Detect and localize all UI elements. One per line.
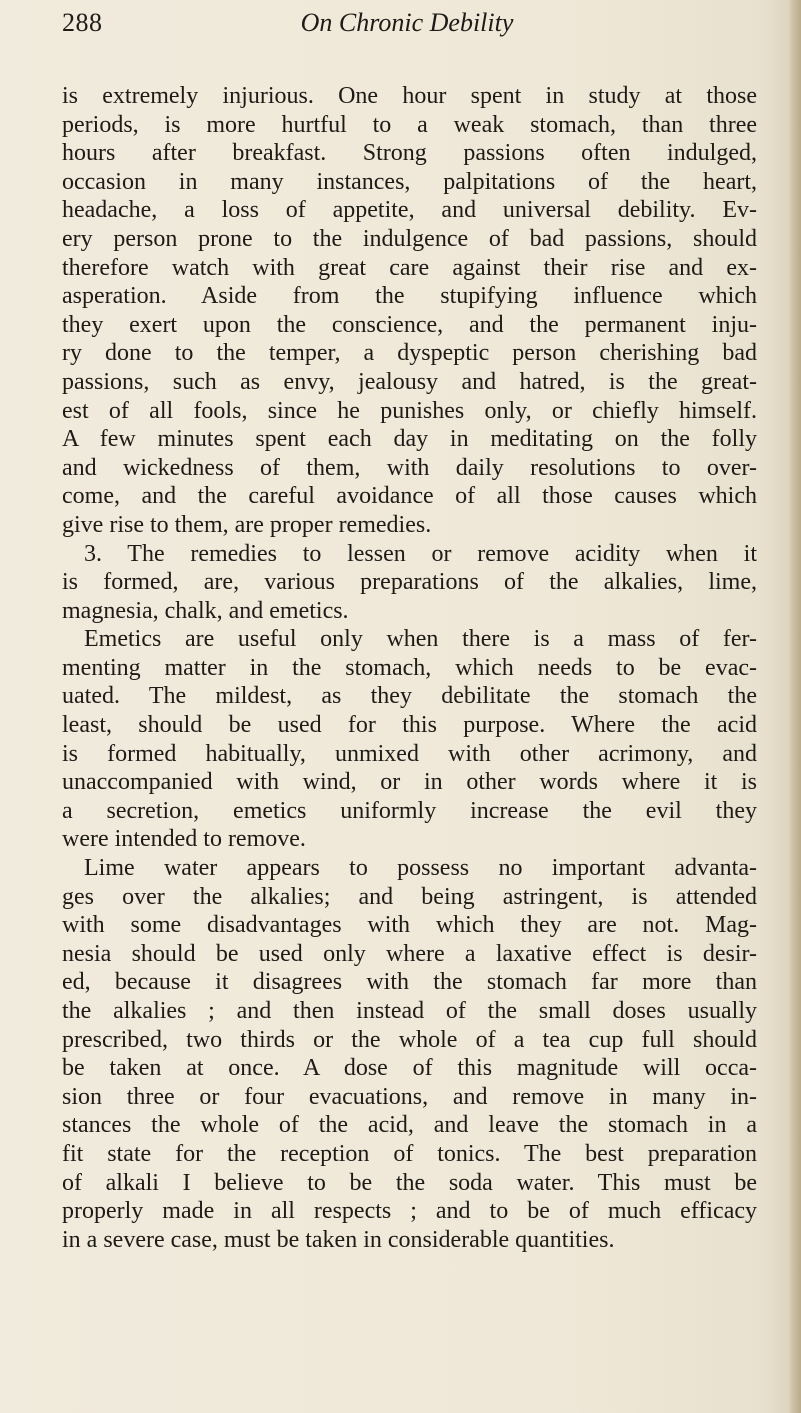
text-line: ry done to the temper, a dyspeptic person cherishing bad — [62, 340, 757, 367]
text-line: in a severe case, must be taken in considerable quantities. — [62, 1226, 615, 1253]
text-line: A few minutes spent each day in meditating on the folly — [62, 426, 757, 453]
text-line: properly made in all respects ; and to be of much efficacy — [62, 1198, 757, 1225]
text-line: menting matter in the stomach, which needs to be evac- — [62, 654, 757, 681]
text-line: is formed habitually, unmixed with other acrimony, and — [62, 740, 757, 767]
text-line: give rise to them, are proper remedies. — [62, 511, 432, 538]
text-line: fit state for the reception of tonics. The best preparation — [62, 1140, 757, 1167]
text-line: magnesia, chalk, and emetics. — [62, 597, 349, 624]
text-line: nesia should be used only where a laxative effect is desir- — [62, 940, 757, 967]
text-line: a secretion, emetics uniformly increase the evil they — [62, 797, 757, 824]
text-line: prescribed, two thirds or the whole of a tea cup full should — [62, 1026, 757, 1053]
text-line: asperation. Aside from the stupifying influence which — [62, 283, 757, 310]
page-edge — [787, 0, 801, 1413]
text-line: stances the whole of the acid, and leave the stomach in a — [62, 1112, 757, 1139]
text-line: least, should be used for this purpose. Where the acid — [62, 712, 757, 739]
text-line: Lime water appears to possess no important advanta- — [84, 855, 757, 882]
text-line: sion three or four evacuations, and remove in many in- — [62, 1083, 757, 1110]
text-line: passions, such as envy, jealousy and hatred, is the great- — [62, 368, 757, 395]
text-line: unaccompanied with wind, or in other words where it is — [62, 769, 757, 796]
page-number: 288 — [62, 8, 103, 37]
text-line: headache, a loss of appetite, and universal debility. Ev- — [62, 197, 757, 224]
text-line: uated. The mildest, as they debilitate the stomach the — [62, 683, 757, 710]
text-line: therefore watch with great care against their rise and ex- — [62, 254, 757, 281]
text-line: ed, because it disagrees with the stomach far more than — [62, 969, 757, 996]
text-line: with some disadvantages with which they are not. Mag- — [62, 912, 757, 939]
text-line: occasion in many instances, palpitations of the heart, — [62, 168, 757, 195]
text-line: is extremely injurious. One hour spent in study at those — [62, 83, 757, 109]
text-line: hours after breakfast. Strong passions often indulged, — [62, 140, 757, 167]
text-line: and wickedness of them, with daily resolutions to over- — [62, 454, 757, 481]
text-line: is formed, are, various preparations of the alkalies, lime, — [62, 569, 757, 596]
text-line: Emetics are useful only when there is a mass of fer- — [84, 626, 757, 653]
body-text — [62, 82, 757, 1254]
page-header — [62, 8, 752, 48]
text-line: of alkali I believe to be the soda water. This must be — [62, 1169, 757, 1196]
text-line: periods, is more hurtful to a weak stomach, than three — [62, 111, 757, 138]
text-line: ges over the alkalies; and being astringent, is attended — [62, 883, 757, 910]
text-line: 3. The remedies to lessen or remove acidity when it — [84, 540, 757, 567]
text-line: be taken at once. A dose of this magnitude will occa- — [62, 1055, 757, 1082]
text-line: were intended to remove. — [62, 826, 306, 853]
text-line: est of all fools, since he punishes only, or chiefly himself. — [62, 397, 757, 424]
text-line: they exert upon the conscience, and the permanent inju- — [62, 311, 757, 338]
text-line: come, and the careful avoidance of all those causes which — [62, 483, 757, 510]
text-line: ery person prone to the indulgence of bad passions, should — [62, 225, 757, 252]
running-title: On Chronic Debility — [300, 8, 514, 37]
text-line: the alkalies ; and then instead of the small doses usually — [62, 998, 757, 1024]
